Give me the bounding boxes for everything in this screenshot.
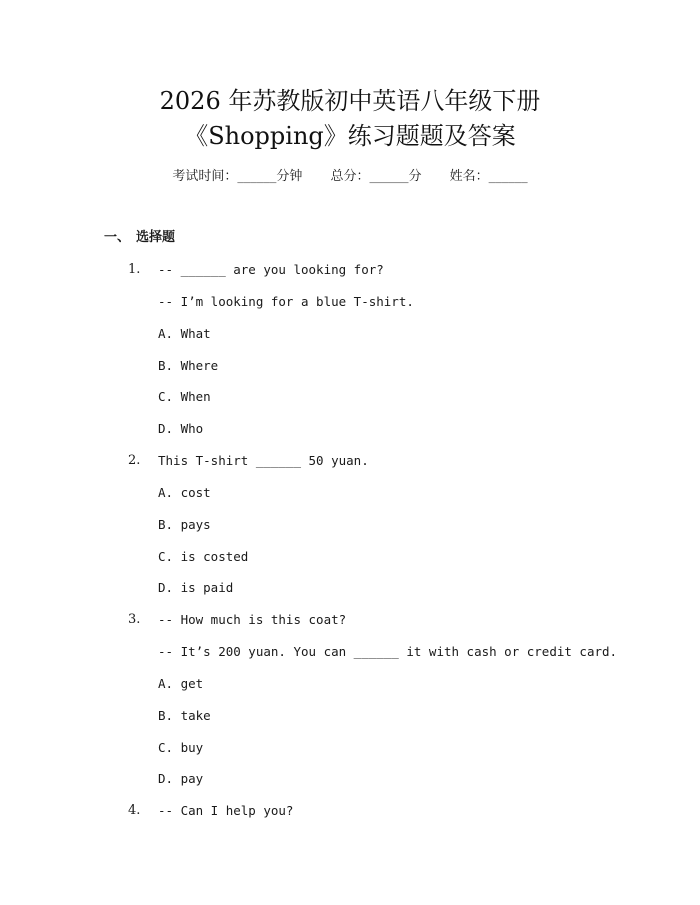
option-c: C. buy bbox=[158, 740, 204, 755]
exam-name-field: 姓名：______ bbox=[449, 169, 528, 184]
document-title-line-1: 2026 年苏教版初中英语八年级下册 bbox=[159, 87, 541, 115]
section-title: 选择题 bbox=[136, 230, 176, 245]
option-b: B. Where bbox=[158, 358, 219, 373]
option-d: D. pay bbox=[158, 771, 204, 786]
question-number: 2. bbox=[128, 453, 141, 468]
section-number: 一、 bbox=[104, 230, 131, 245]
document-title-line-2: 《Shopping》练习题题及答案 bbox=[184, 122, 516, 150]
question-stem: -- Can I help you? bbox=[158, 803, 294, 818]
question-stem: -- I’m looking for a blue T-shirt. bbox=[158, 294, 414, 309]
option-a: A. cost bbox=[158, 485, 211, 500]
question-number: 4. bbox=[128, 803, 141, 818]
question-stem: -- ______ are you looking for? bbox=[158, 262, 384, 277]
exam-time-field: 考试时间：______分钟 bbox=[172, 169, 303, 184]
option-a: A. What bbox=[158, 326, 211, 341]
question-stem: -- How much is this coat? bbox=[158, 612, 347, 627]
exam-score-field: 总分：______分 bbox=[330, 169, 422, 184]
option-b: B. take bbox=[158, 708, 211, 723]
option-c: C. is costed bbox=[158, 549, 249, 564]
exam-info bbox=[0, 168, 700, 186]
section-heading bbox=[104, 229, 175, 247]
question-stem: This T-shirt ______ 50 yuan. bbox=[158, 453, 369, 468]
option-d: D. Who bbox=[158, 421, 204, 436]
option-d: D. is paid bbox=[158, 580, 234, 595]
option-b: B. pays bbox=[158, 517, 211, 532]
option-c: C. When bbox=[158, 389, 211, 404]
question-number: 1. bbox=[128, 262, 141, 277]
option-a: A. get bbox=[158, 676, 204, 691]
question-number: 3. bbox=[128, 612, 141, 627]
question-stem: -- It’s 200 yuan. You can ______ it with cash or credit card. bbox=[158, 644, 618, 659]
